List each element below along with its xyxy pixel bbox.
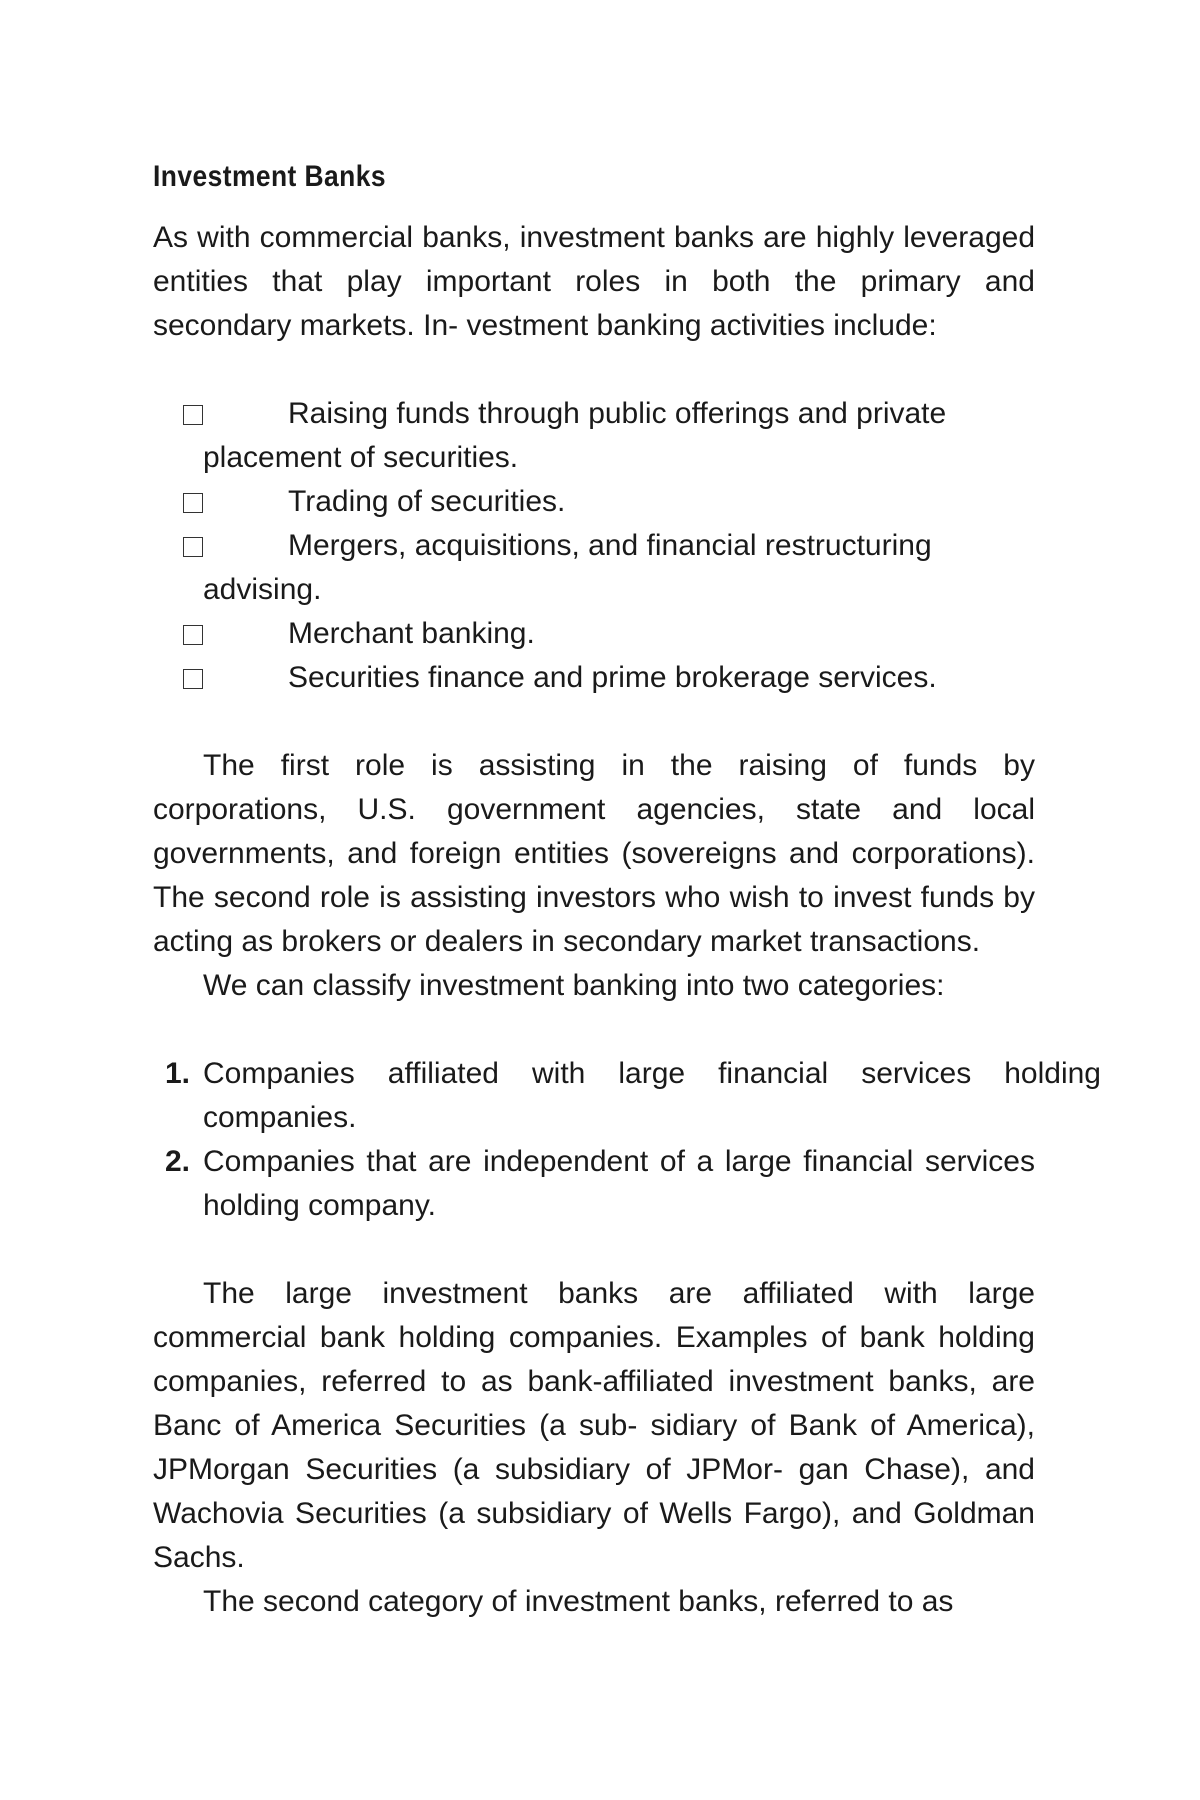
list-item bbox=[153, 612, 1035, 656]
checkbox-icon bbox=[183, 493, 203, 513]
list-item-text: Companies affiliated with large financial services holding companies. bbox=[203, 1057, 1101, 1134]
checkbox-icon bbox=[183, 669, 203, 689]
checkbox-icon bbox=[183, 405, 203, 425]
list-number: 2. bbox=[165, 1145, 191, 1178]
list-item-text: Mergers, acquisitions, and financial restructuring advising. bbox=[203, 529, 932, 606]
document-page bbox=[153, 160, 1101, 1624]
list-item bbox=[153, 480, 1035, 524]
list-item-text: Securities finance and prime brokerage services. bbox=[288, 661, 937, 694]
list-item-text: Merchant banking. bbox=[288, 617, 535, 650]
list-item bbox=[153, 1052, 1101, 1140]
section-heading: Investment Banks bbox=[153, 160, 386, 193]
list-item bbox=[153, 392, 1035, 480]
large-banks-paragraph: The large investment banks are affiliated with large commercial bank holding companies. Examples of bank holding companies, referred to as bank-affiliated investment banks, are Banc of America Securities (a sub- sidiary of Bank of America), JPMorgan Securities (a subsidiary of JPMor- gan Chase), and Wachovia Securities (a subsidiary of Wells Fargo), and Goldman Sachs. bbox=[153, 1277, 1035, 1574]
checkbox-icon bbox=[183, 625, 203, 645]
categories-list bbox=[153, 1052, 1101, 1228]
list-item bbox=[153, 1140, 1035, 1228]
checkbox-icon bbox=[183, 537, 203, 557]
second-category-paragraph: The second category of investment banks, referred to as bbox=[203, 1585, 954, 1618]
list-item-text: Raising funds through public offerings and private placement of securities. bbox=[203, 397, 947, 474]
list-number: 1. bbox=[165, 1057, 191, 1090]
activities-list bbox=[153, 392, 1035, 700]
list-item bbox=[153, 656, 1035, 700]
roles-paragraph: The first role is assisting in the raising of funds by corporations, U.S. government agencies, state and local governments, and foreign entities (sovereigns and corporations). The second role is assisting investors who wish to invest funds by acting as brokers or dealers in secondary market transactions. bbox=[153, 749, 1035, 958]
list-item-text: Companies that are independent of a large financial services holding company. bbox=[203, 1145, 1035, 1222]
list-item bbox=[153, 524, 1035, 612]
list-item-text: Trading of securities. bbox=[288, 485, 566, 518]
intro-paragraph: As with commercial banks, investment banks are highly leveraged entities that play important roles in both the primary and secondary markets. In- vestment banking activities include: bbox=[153, 221, 1035, 342]
classify-paragraph: We can classify investment banking into two categories: bbox=[203, 969, 945, 1002]
